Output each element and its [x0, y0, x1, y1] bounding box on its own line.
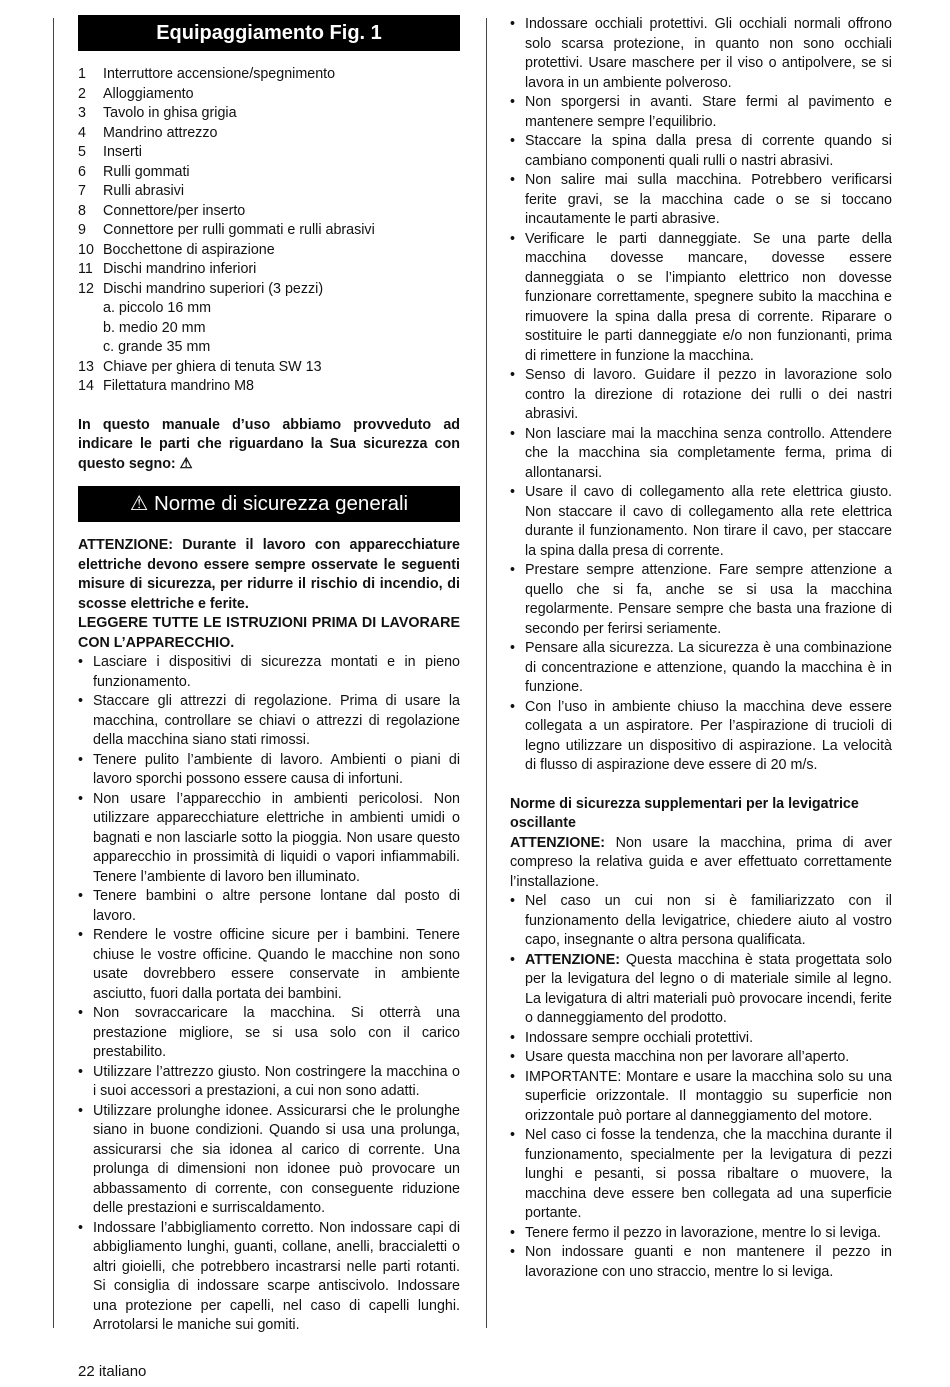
- list-item: • Tenere bambini o altre persone lontane dal posto di lavoro.: [78, 887, 460, 926]
- equipment-sublist: [78, 299, 460, 358]
- list-item: • Indossare occhiali protettivi. Gli occhiali normali offrono solo scarsa protezione, in quanto non sono occhiali protettivi. Usare maschere per il viso o antipolvere, se si lavora in un ambiente polveroso.: [510, 15, 892, 93]
- list-item: • Con l’uso in ambiente chiuso la macchina deve essere collegata a un aspiratore. Per l’aspirazione di trucioli di legno utilizzare un dispositivo di aspirazione. La velocità di flusso di aspirazione deve essere di 20 m/s.: [510, 698, 892, 776]
- page-footer: 22 italiano: [78, 1363, 147, 1380]
- equipment-list: [78, 65, 460, 299]
- list-item: 10 Bocchettone di aspirazione: [78, 241, 275, 258]
- list-item: c. grande 35 mm: [103, 339, 211, 355]
- column-divider: [486, 18, 487, 1328]
- list-item: 11 Dischi mandrino inferiori: [78, 261, 257, 277]
- attention-paragraph: ATTENZIONE: Durante il lavoro con apparecchiature elettriche devono essere sempre osservate le seguenti misure di sicurezza, per ridurre il rischio di incendio, di scosse elettriche e ferite.: [78, 537, 460, 612]
- safety-bullets-left: [78, 653, 460, 1336]
- list-item: 3 Tavolo in ghisa grigia: [78, 105, 237, 121]
- list-item: • Prestare sempre attenzione. Fare sempre attenzione a quello che si fa, anche se si usa la macchina regolarmente. Pensare sempre che basta una frazione di secondo per ferirsi seriamente.: [510, 561, 892, 639]
- list-item: • Verificare le parti danneggiate. Se una parte della macchina dovesse mancare, dovesse essere danneggiata o se l’impianto elettrico non dovesse funzionare correttamente, spegnere subito la macchina e rimuovere la spina dalla presa di corrente. Riparare o sostituire le parti danneggiate e/o non funzionanti, prima di rimettere in funzione la macchina.: [510, 230, 892, 367]
- list-item: • Non sovraccaricare la macchina. Si otterrà una prestazione migliore, se si usa solo con il carico prestabilito.: [78, 1004, 460, 1063]
- list-item: 1 Interruttore accensione/spegnimento: [78, 66, 336, 82]
- list-item: 7 Rulli abrasivi: [78, 183, 185, 199]
- list-item: • Non indossare guanti e non mantenere il pezzo in lavorazione con uno straccio, mentre lo si leviga.: [510, 1243, 892, 1282]
- list-item: 2 Alloggiamento: [78, 85, 194, 102]
- list-item: • Lasciare i dispositivi di sicurezza montati e in pieno funzionamento.: [78, 653, 460, 692]
- left-column: [78, 15, 460, 1336]
- list-item: • Nel caso un cui non si è familiarizzato con il funzionamento della levigatrice, chiedere aiuto al vostro capo, insegnante o altra persona qualificata.: [510, 892, 892, 951]
- list-item: • Indossare l’abbigliamento corretto. Non indossare capi di abbigliamento lunghi, guanti, collane, anelli, braccialetti o altri gioielli, che potrebbero incastrarsi nelle parti rotanti. Si consiglia di indossare scarpe antiscivolo. Indossare una protezione per capelli, nel caso di capelli lunghi. Arrotolarsi le maniche sui gomiti.: [78, 1219, 460, 1336]
- read-instructions: LEGGERE TUTTE LE ISTRUZIONI PRIMA DI LAVORARE CON L’APPARECCHIO.: [78, 615, 460, 651]
- list-item: • Indossare sempre occhiali protettivi.: [510, 1029, 892, 1049]
- list-item: 8 Connettore/per inserto: [78, 202, 246, 219]
- equipment-list-tail: [78, 358, 460, 397]
- list-item: 6 Rulli gommati: [78, 163, 190, 180]
- list-item: a. piccolo 16 mm: [103, 300, 212, 316]
- list-item: • Utilizzare prolunghe idonee. Assicurarsi che le prolunghe siano in buone condizioni. Quando si usa una prolunga, assicurarsi che sia idonea al carico di corrente. Una prolunga di dimensioni non idonee può provocare un abbassamento di corrente, con conseguente riduzione delle prestazioni e surriscaldamento.: [78, 1102, 460, 1219]
- supplementary-title: Norme di sicurezza supplementari per la levigatrice oscillante: [510, 795, 859, 831]
- equipment-title: Equipaggiamento Fig. 1: [78, 15, 460, 51]
- supplementary-bullets: [510, 892, 892, 1282]
- right-column: [510, 15, 892, 1282]
- list-item: • Tenere pulito l’ambiente di lavoro. Ambienti o piani di lavoro sporchi possono essere causa di infortuni.: [78, 751, 460, 790]
- list-item: 9 Connettore per rulli gommati e rulli abrasivi: [78, 222, 375, 238]
- list-item: • Usare questa macchina non per lavorare all’aperto.: [510, 1048, 892, 1068]
- list-item: 14 Filettatura mandrino M8: [78, 378, 254, 394]
- list-item: • Non usare l’apparecchio in ambienti pericolosi. Non utilizzare apparecchiature elettriche in ambienti umidi o bagnati e non lasciarle sotto la pioggia. Non usare questo apparecchio in prossimità di liquidi o vapori infiammabili. Tenere l’ambiente di lavoro ben illuminato.: [78, 790, 460, 888]
- list-item: • Non sporgersi in avanti. Stare fermi al pavimento e mantenere sempre l’equilibrio.: [510, 93, 892, 132]
- list-item: 4 Mandrino attrezzo: [78, 124, 218, 141]
- list-item: • Staccare la spina dalla presa di corrente quando si cambiano componenti quali rulli o nastri abrasivi.: [510, 132, 892, 171]
- manual-note: In questo manuale d’uso abbiamo provveduto ad indicare le parti che riguardano la Sua sicurezza con questo segno: ⚠: [78, 416, 460, 472]
- list-item: • Non lasciare mai la macchina senza controllo. Attendere che la macchina sia completamente ferma, prima di allontanarsi.: [510, 425, 892, 484]
- list-item: • IMPORTANTE: Montare e usare la macchina solo su una superficie orizzontale. Il montaggio su superficie non orizzontale può portare al danneggiamento del motore.: [510, 1068, 892, 1127]
- supplementary-attention: ATTENZIONE: Non usare la macchina, prima di aver compreso la relativa guida e aver effettuato correttamente l’installazione.: [510, 834, 892, 890]
- list-item: • Rendere le vostre officine sicure per i bambini. Tenere chiuse le vostre officine. Quando le macchine non sono usate dovrebbero essere conservate in ambiente asciutto, fuori dalla portata dei bambini.: [78, 926, 460, 1004]
- list-item: 13 Chiave per ghiera di tenuta SW 13: [78, 358, 322, 375]
- list-item: • Utilizzare l’attrezzo giusto. Non costringere la macchina o i suoi accessori a prestazioni, a cui non sono adatti.: [78, 1063, 460, 1102]
- list-item: • Non salire mai sulla macchina. Potrebbero verificarsi ferite gravi, se la macchina cade o se si toccano incautamente le parti abrasive.: [510, 171, 892, 230]
- left-margin-rule: [53, 18, 54, 1328]
- list-item: 5 Inserti: [78, 144, 142, 160]
- safety-title: ⚠ Norme di sicurezza generali: [78, 486, 460, 522]
- list-item: • Tenere fermo il pezzo in lavorazione, mentre lo si leviga.: [510, 1224, 892, 1244]
- list-item: • ATTENZIONE: Questa macchina è stata progettata solo per la levigatura del legno o di materiale simile al legno. La levigatura di altri materiali può provocare incendi, ferite o danneggiamento del prodotto.: [510, 951, 892, 1029]
- list-item: • Nel caso ci fosse la tendenza, che la macchina durante il funzionamento, specialmente per la levigatura di pezzi lunghi e pesanti, si possa ribaltare o muovere, la macchina deve essere ben collegata ad una superficie portante.: [510, 1126, 892, 1224]
- list-item: • Usare il cavo di collegamento alla rete elettrica giusto. Non staccare il cavo di collegamento alla rete elettrica durante il funzionamento. Non tirare il cavo, per staccare la spina dalla presa di corrente.: [510, 483, 892, 561]
- safety-bullets-right: [510, 15, 892, 776]
- list-item: • Staccare gli attrezzi di regolazione. Prima di usare la macchina, controllare se chiavi o attrezzi di regolazione della macchina siano stati rimossi.: [78, 692, 460, 751]
- list-item: 12 Dischi mandrino superiori (3 pezzi): [78, 280, 324, 297]
- list-item: • Pensare alla sicurezza. La sicurezza è una combinazione di concentrazione e attenzione, quando la macchina è in funzione.: [510, 639, 892, 698]
- list-item: b. medio 20 mm: [103, 319, 206, 336]
- list-item: • Senso di lavoro. Guidare il pezzo in lavorazione solo contro la direzione di rotazione dei rulli o dei nastri abrasivi.: [510, 366, 892, 425]
